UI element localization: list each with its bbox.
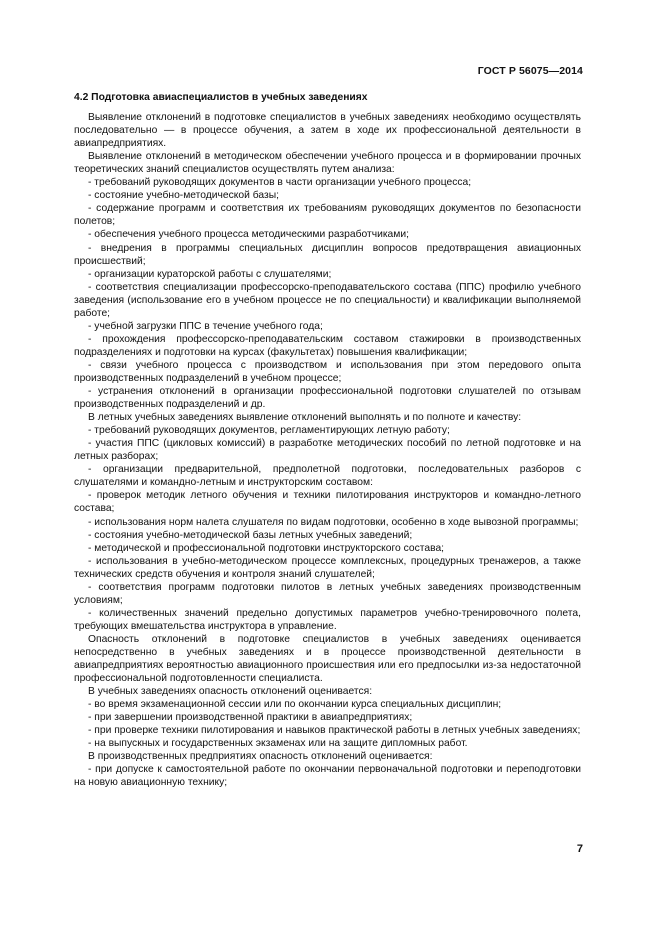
paragraph: - участия ППС (цикловых комиссий) в разработке методических пособий по летной подготовке и на летных разборах; <box>74 438 581 463</box>
paragraph: - количественных значений предельно допустимых параметров учебно-тренировочного полета, требующих вмешательства инструктора в управление. <box>74 607 581 632</box>
paragraph: В учебных заведениях опасность отклонений оценивается: <box>88 686 373 698</box>
paragraph: - использования в учебно-методическом процессе комплексных, процедурных тренажеров, а также технических средств обучения и контроля знаний слушателей; <box>74 555 581 580</box>
paragraph: - на выпускных и государственных экзаменах или на защите дипломных работ. <box>88 738 468 750</box>
page-number: 7 <box>576 843 583 855</box>
paragraph: - при допуске к самостоятельной работе по окончании первоначальной подготовки и переподготовки на новую авиационную технику; <box>74 764 581 789</box>
paragraph: Опасность отклонений в подготовке специалистов в учебных заведениях оценивается непосредственно в учебных заведениях и в процессе производственной деятельности в авиапредприятиях вероятностью авиационного происшествия или его предпосылки из-за недостаточной профессиональной подготовленности специалиста. <box>74 633 581 685</box>
paragraph: - требований руководящих документов, регламентирующих летную работу; <box>88 425 450 437</box>
paragraph: Выявление отклонений в методическом обеспечении учебного процесса и в формировании прочных теоретических знаний специалистов осуществлять путем анализа: <box>74 151 581 176</box>
paragraph: - при проверке техники пилотирования и навыков практической работы в летных учебных заведениях; <box>88 725 581 737</box>
paragraph: - содержание программ и соответствия их требованиям руководящих документов по безопасности полетов; <box>74 203 581 228</box>
paragraph: - обеспечения учебного процесса методическими разработчиками; <box>88 229 409 241</box>
paragraph: - использования норм налета слушателя по видам подготовки, особенно в ходе вывозной программы; <box>88 516 579 528</box>
paragraph: - прохождения профессорско-преподавательским составом стажировки в производственных подразделениях и подготовки на курсах (факультетах) повышения квалификации; <box>74 333 581 358</box>
paragraph: - состояние учебно-методической базы; <box>88 190 279 202</box>
paragraph: - устранения отклонений в организации профессиональной подготовки слушателей по отзывам производственных подразделений и др. <box>74 386 581 411</box>
paragraph: - соответствия специализации профессорско-преподавательского состава (ППС) профилю учебного заведения (использование его в учебном процессе не по специальности) и квалификации выполняемой работе; <box>74 281 581 319</box>
paragraph: - организации кураторской работы с слушателями; <box>88 268 332 280</box>
paragraph: - соответствия программ подготовки пилотов в летных учебных заведениях производственным условиям; <box>74 581 581 606</box>
paragraph: - методической и профессиональной подготовки инструкторского состава; <box>88 542 445 554</box>
paragraph: - во время экзаменационной сессии или по окончании курса специальных дисциплин; <box>88 699 502 711</box>
paragraph: - организации предварительной, предполетной подготовки, последовательных разборов с слушателями и командно-летным и инструкторским составом: <box>74 464 581 489</box>
paragraph-list <box>74 111 581 789</box>
paragraph: В летных учебных заведениях выявление отклонений выполнять и по полноте и качеству: <box>88 412 522 424</box>
standard-code: ГОСТ Р 56075—2014 <box>477 65 583 77</box>
document-body <box>74 91 581 789</box>
paragraph: - учебной загрузки ППС в течение учебного года; <box>88 320 323 332</box>
paragraph: - состояния учебно-методической базы летных учебных заведений; <box>88 529 413 541</box>
paragraph: - внедрения в программы специальных дисциплин вопросов предотвращения авиационных происшествий; <box>74 242 581 267</box>
paragraph: В производственных предприятиях опасность отклонений оценивается: <box>88 751 433 763</box>
paragraph: - требований руководящих документов в части организации учебного процесса; <box>88 177 472 189</box>
paragraph: - при завершении производственной практики в авиапредприятиях; <box>88 712 413 724</box>
paragraph: - проверок методик летного обучения и техники пилотирования инструкторов и командно-летного состава; <box>74 490 581 515</box>
section-heading: 4.2 Подготовка авиаспециалистов в учебных заведениях <box>74 92 368 103</box>
paragraph: - связи учебного процесса с производством и использования при этом передового опыта производственных подразделений в учебном процессе; <box>74 359 581 384</box>
paragraph: Выявление отклонений в подготовке специалистов в учебных заведениях необходимо осуществлять последовательно — в процессе обучения, а затем в ходе их профессиональной деятельности в авиапредприятиях. <box>74 112 581 150</box>
